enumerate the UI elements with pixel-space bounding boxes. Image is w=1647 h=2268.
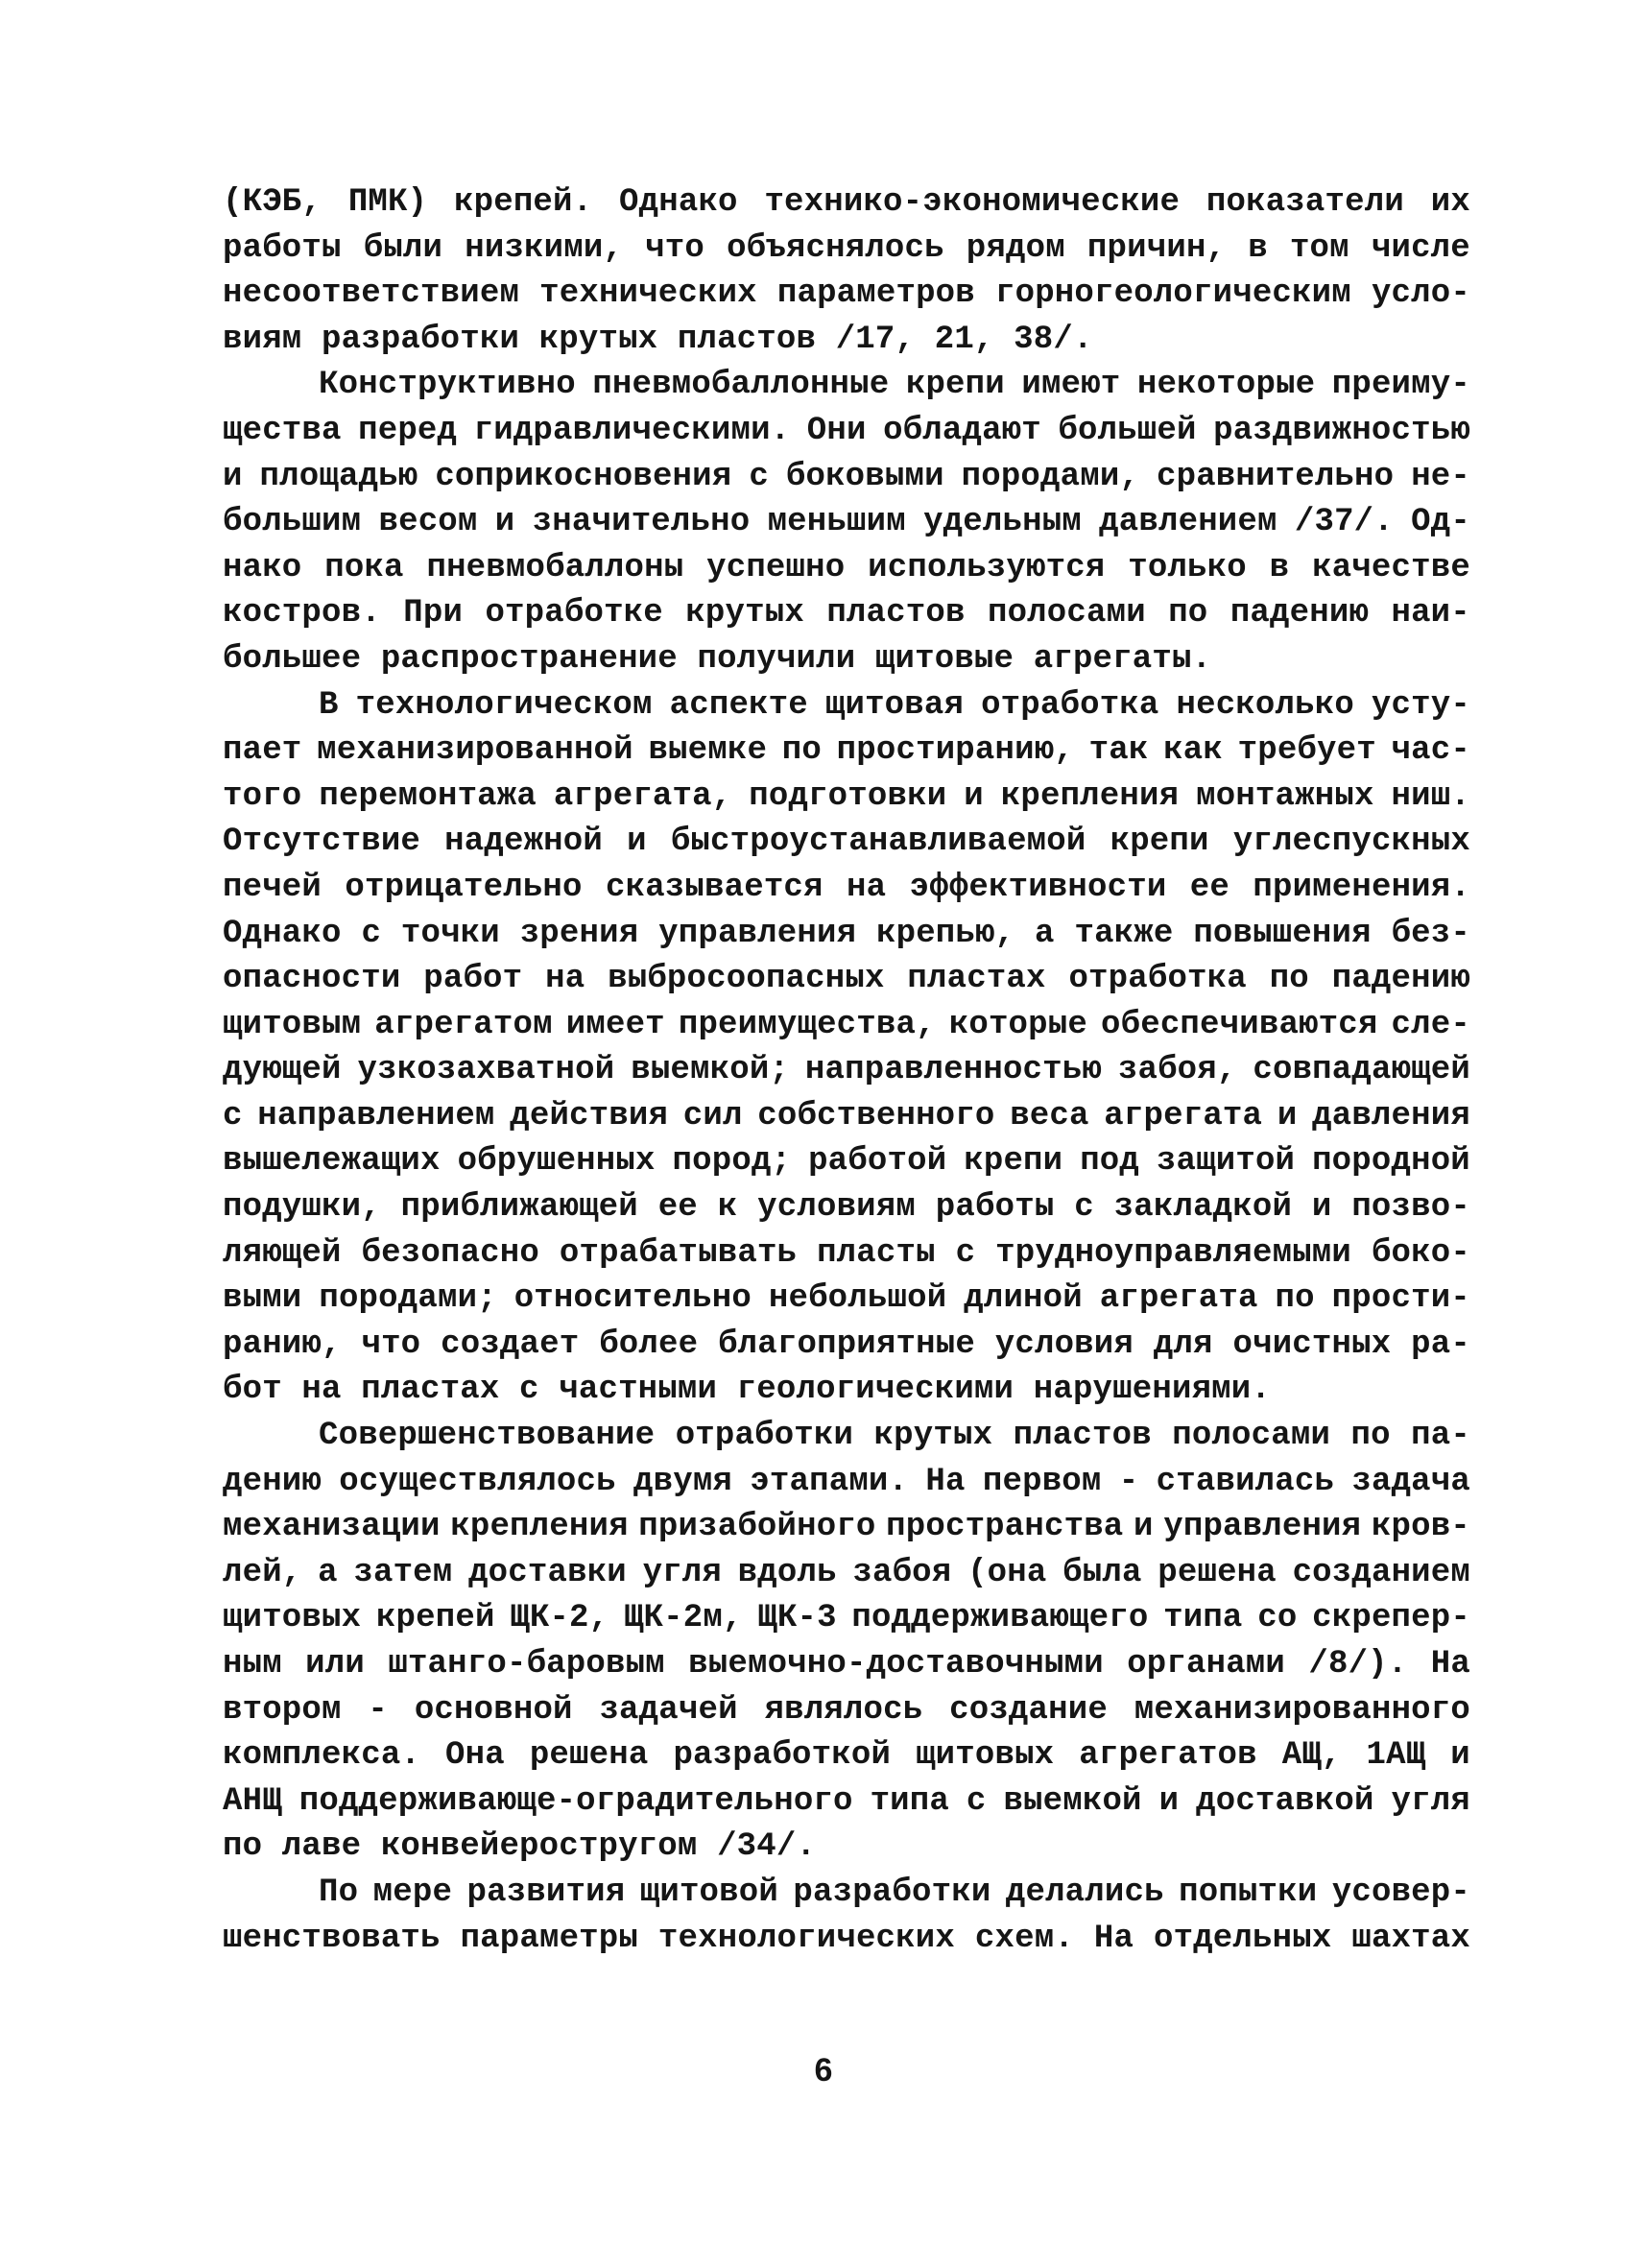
text-line: В технологическом аспекте щитовая отработка несколько усту- <box>319 686 1470 724</box>
text-line: и площадью соприкосновения с боковыми породами, сравнительно не- <box>223 458 1470 495</box>
text-line: с направлением действия сил собственного веса агрегата и давления <box>223 1097 1470 1134</box>
text-line: По мере развития щитовой разработки делались попытки усовер- <box>319 1874 1470 1911</box>
text-line: печей отрицательно сказывается на эффективности ее применения. <box>223 869 1470 906</box>
text-line: пает механизированной выемке по простиранию, так как требует час- <box>223 732 1470 770</box>
text-line: того перемонтажа агрегата, подготовки и крепления монтажных ниш. <box>223 777 1470 815</box>
text-line: несоответствием технических параметров горногеологическим усло- <box>223 275 1470 313</box>
text-line: вышележащих обрушенных пород; работой крепи под защитой породной <box>223 1143 1470 1181</box>
text-line: механизации крепления призабойного пространства и управления кров- <box>223 1509 1470 1546</box>
text-line: щитовых крепей ЩК-2, ЩК-2м, ЩК-3 поддерживающего типа со скрепер- <box>223 1600 1470 1637</box>
text-line: опасности работ на выбросоопасных пластах отработка по падению <box>223 961 1470 998</box>
text-line: Совершенствование отработки крутых пластов полосами по па- <box>319 1418 1470 1455</box>
page-number: 6 <box>814 2052 833 2089</box>
text-line: шенствовать параметры технологических схем. На отдельных шахтах <box>223 1920 1470 1957</box>
text-line: выми породами; относительно небольшой длиной агрегата по прости- <box>223 1280 1470 1318</box>
text-line: большее распространение получили щитовые агрегаты. <box>223 640 1212 678</box>
text-line: дующей узкозахватной выемкой; направленностью забоя, совпадающей <box>223 1052 1470 1089</box>
text-line: Однако с точки зрения управления крепью, а также повышения без- <box>223 915 1470 952</box>
text-line: дению осуществлялось двумя этапами. На первом - ставилась задача <box>223 1463 1470 1500</box>
text-line: работы были низкими, что объяснялось рядом причин, в том числе <box>223 229 1470 267</box>
text-line: подушки, приближающей ее к условиям работы с закладкой и позво- <box>223 1189 1470 1227</box>
text-line: втором - основной задачей являлось создание механизированного <box>223 1691 1470 1729</box>
text-line: Отсутствие надежной и быстроустанавливаемой крепи углеспускных <box>223 824 1470 861</box>
text-line: щества перед гидравлическими. Они обладают большей раздвижностью <box>223 412 1470 449</box>
text-line: АНЩ поддерживающе-оградительного типа с выемкой и доставкой угля <box>223 1782 1470 1820</box>
text-line: (КЭБ, ПМК) крепей. Однако технико-экономические показатели их <box>223 184 1470 221</box>
text-line: нако пока пневмобаллоны успешно используются только в качестве <box>223 549 1470 586</box>
text-line: ляющей безопасно отрабатывать пласты с трудноуправляемыми боко- <box>223 1234 1470 1272</box>
text-line: лей, а затем доставки угля вдоль забоя (она была решена созданием <box>223 1554 1470 1591</box>
text-line: бот на пластах с частными геологическими нарушениями. <box>223 1372 1271 1409</box>
text-line: по лаве конвейеростругом /34/. <box>223 1828 817 1866</box>
text-line: ранию, что создает более благоприятные условия для очистных ра- <box>223 1325 1470 1363</box>
text-line: комплекса. Она решена разработкой щитовых агрегатов АЩ, 1АЩ и <box>223 1737 1470 1775</box>
text-line: костров. При отработке крутых пластов полосами по падению наи- <box>223 595 1470 633</box>
text-line: щитовым агрегатом имеет преимущества, которые обеспечиваются сле- <box>223 1006 1470 1043</box>
body-text <box>223 180 1470 1962</box>
text-line: виям разработки крутых пластов /17, 21, 38/. <box>223 321 1093 358</box>
text-line: ным или штанго-баровым выемочно-доставочными органами /8/). На <box>223 1646 1470 1683</box>
text-line: Конструктивно пневмобаллонные крепи имеют некоторые преиму- <box>319 367 1470 404</box>
text-line: большим весом и значительно меньшим удельным давлением /37/. Од- <box>223 504 1470 541</box>
